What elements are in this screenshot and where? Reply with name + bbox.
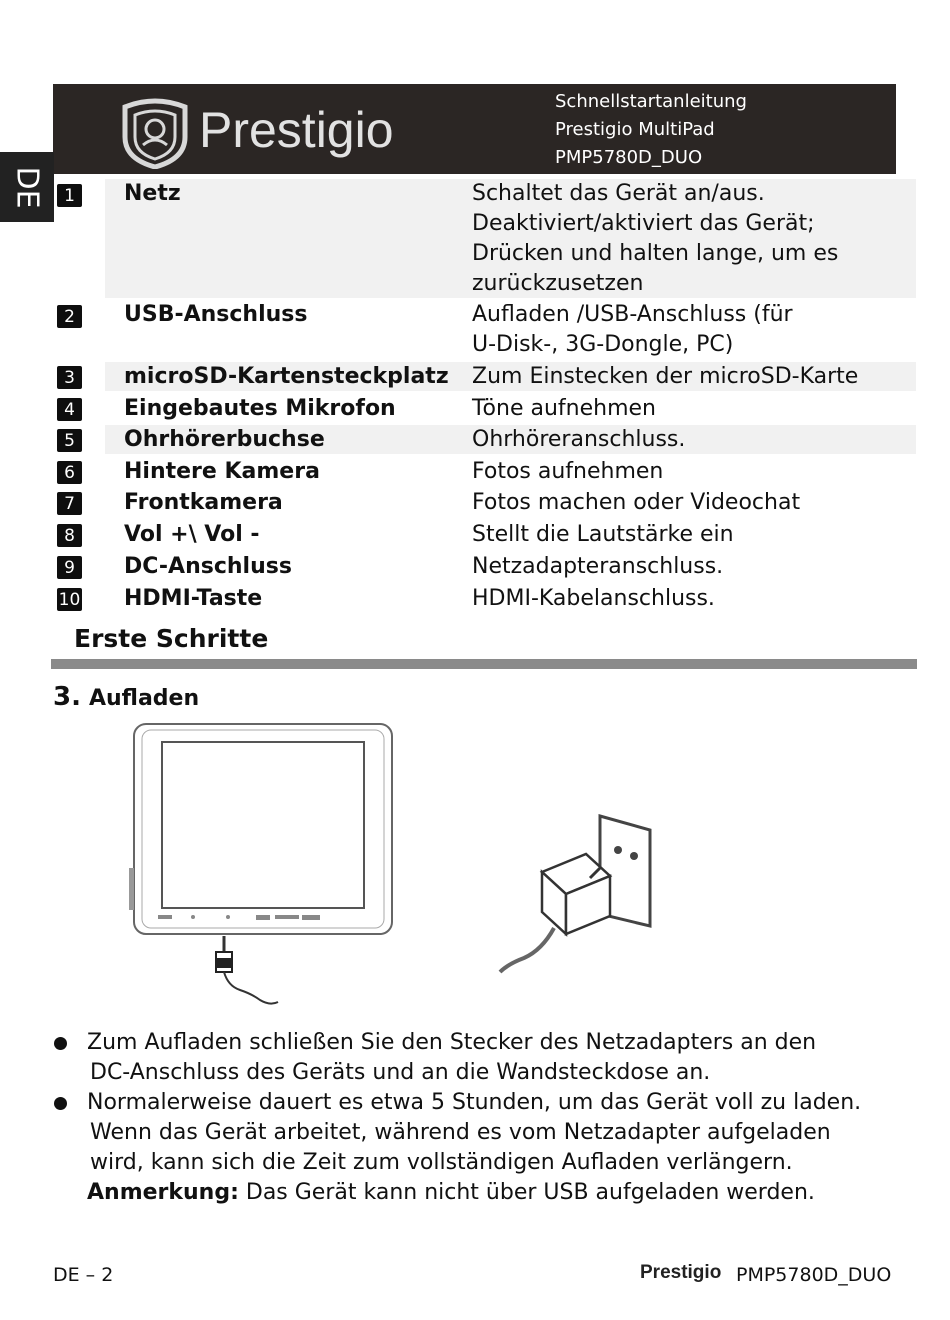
power-adapter-illustration — [490, 810, 670, 985]
note-label: Anmerkung: — [87, 1180, 239, 1205]
row-description: Aufladen /USB-Anschluss (für U-Disk-, 3G-Dongle, PC) — [472, 302, 793, 357]
row-name: Netz — [124, 181, 181, 206]
bullet-icon — [54, 1037, 67, 1050]
table-row — [0, 425, 950, 454]
row-description: Fotos machen oder Videochat — [472, 490, 801, 515]
header-line-guide: Schnellstartanleitung — [555, 91, 747, 112]
row-name: Eingebautes Mikrofon — [124, 396, 396, 421]
row-name: Frontkamera — [124, 490, 283, 515]
header-line-model: PMP5780D_DUO — [555, 147, 703, 168]
row-description: Zum Einstecken der microSD-Karte — [472, 364, 859, 389]
row-description: HDMI-Kabelanschluss. — [472, 586, 715, 611]
row-name: microSD-Kartensteckplatz — [124, 364, 449, 389]
table-row — [0, 394, 950, 423]
row-number-badge: 3 — [57, 366, 82, 389]
row-name: Hintere Kamera — [124, 459, 320, 484]
header-text — [555, 88, 747, 172]
language-tab-label: DE — [9, 165, 45, 209]
charging-instructions — [52, 1028, 912, 1208]
page-number: DE – 2 — [53, 1264, 114, 1286]
row-description: Schaltet das Gerät an/aus. Deaktiviert/aktiviert das Gerät; Drücken und halten lange, um es zurückzusetzen — [472, 181, 839, 296]
header-bar — [53, 84, 896, 174]
tablet-illustration — [120, 718, 410, 1018]
note-text: Das Gerät kann nicht über USB aufgeladen werden. — [238, 1180, 815, 1205]
table-row — [0, 552, 950, 581]
row-number-badge: 10 — [58, 589, 81, 610]
row-number-badge: 5 — [57, 429, 82, 452]
note — [52, 1178, 912, 1208]
list-item — [52, 1088, 912, 1178]
svg-text:Prestigio: Prestigio — [199, 102, 394, 158]
row-description: Stellt die Lautstärke ein — [472, 522, 734, 547]
step-number: 3. — [53, 682, 81, 712]
row-description: Fotos aufnehmen — [472, 459, 664, 484]
row-name: USB-Anschluss — [124, 302, 308, 327]
row-number-badge: 2 — [57, 305, 82, 328]
table-row — [0, 179, 950, 298]
table-row — [0, 584, 950, 613]
table-row — [0, 362, 950, 391]
table-row — [0, 457, 950, 486]
step-title: Aufladen — [88, 686, 200, 711]
footer-prestigio-logo — [640, 1261, 728, 1283]
row-number-badge: 1 — [57, 184, 82, 207]
row-name: DC-Anschluss — [124, 554, 292, 579]
table-row — [0, 520, 950, 549]
section-divider — [51, 659, 917, 669]
bullet-icon — [54, 1097, 67, 1110]
header-line-product: Prestigio MultiPad — [555, 119, 715, 140]
svg-text:Prestigio: Prestigio — [640, 1262, 722, 1283]
row-number-badge: 4 — [57, 398, 82, 421]
row-name: Ohrhörerbuchse — [124, 427, 325, 452]
bullet-text-line: DC-Anschluss des Geräts und an die Wandsteckdose an. — [90, 1060, 711, 1085]
table-row — [0, 300, 950, 360]
footer-model: PMP5780D_DUO — [736, 1264, 892, 1286]
row-number-badge: 6 — [57, 461, 82, 484]
step-heading — [53, 682, 199, 712]
row-description: Ohrhöreranschluss. — [472, 427, 686, 452]
row-name: Vol +\ Vol - — [124, 522, 260, 547]
row-description: Netzadapteranschluss. — [472, 554, 724, 579]
row-description: Töne aufnehmen — [472, 396, 656, 421]
list-item — [52, 1028, 912, 1088]
bullet-text-line: Normalerweise dauert es etwa 5 Stunden, um das Gerät voll zu laden. — [87, 1090, 862, 1115]
table-row — [0, 488, 950, 517]
row-name: HDMI-Taste — [124, 586, 263, 611]
prestigio-logo — [119, 93, 429, 169]
row-number-badge: 9 — [57, 556, 82, 579]
row-number-badge: 7 — [57, 492, 82, 515]
section-title: Erste Schritte — [74, 624, 269, 653]
row-number-badge: 8 — [57, 524, 82, 547]
bullet-text-line: Zum Aufladen schließen Sie den Stecker des Netzadapters an den — [87, 1030, 817, 1055]
bullet-text-line: Wenn das Gerät arbeitet, während es vom Netzadapter aufgeladen — [90, 1120, 831, 1145]
bullet-text-line: wird, kann sich die Zeit zum vollständigen Aufladen verlängern. — [90, 1150, 793, 1175]
